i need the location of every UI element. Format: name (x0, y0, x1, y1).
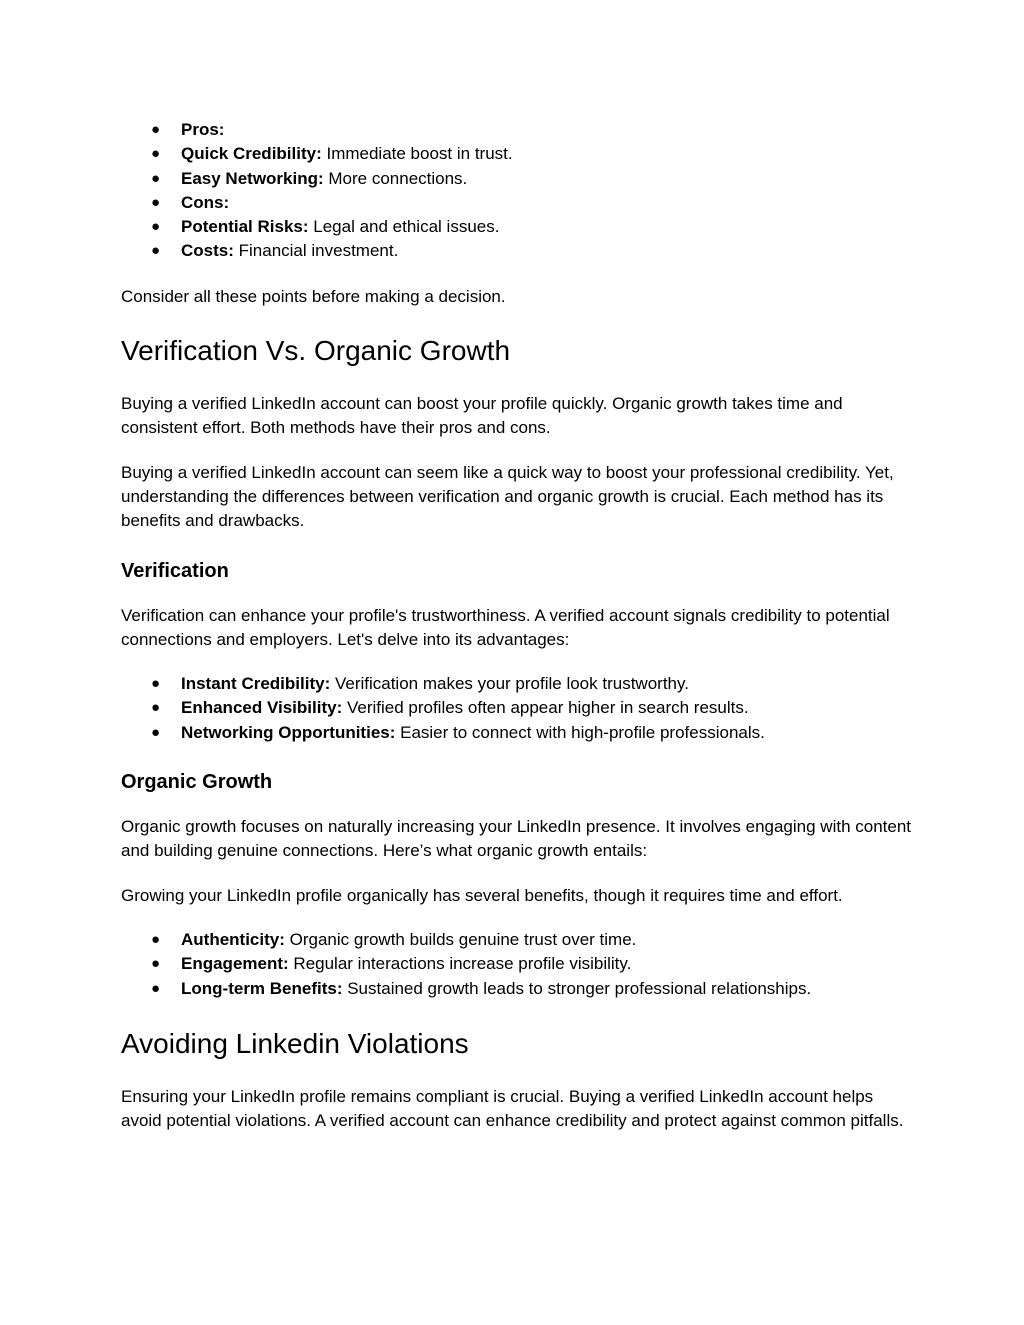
list-item-label: Cons: (181, 192, 230, 212)
list-item (121, 672, 914, 696)
verification-vs-paragraph-2: Buying a verified LinkedIn account can seem like a quick way to boost your professional credibility. Yet, understanding the differences between verification and organic growth is crucial. Each method has its benefits and drawbacks. (121, 462, 894, 531)
list-item (121, 167, 914, 191)
pros-cons-list (121, 118, 914, 264)
organic-benefits-list (121, 928, 914, 1001)
list-item-label: Long-term Benefits: (181, 978, 343, 998)
bullet-icon: ● (151, 169, 161, 187)
list-item (121, 239, 914, 263)
list-item (121, 142, 914, 166)
list-item (121, 952, 914, 976)
list-item-text: Immediate boost in trust. (321, 144, 513, 164)
list-item (121, 928, 914, 952)
bullet-icon: ● (151, 723, 161, 741)
avoiding-paragraph: Ensuring your LinkedIn profile remains compliant is crucial. Buying a verified LinkedIn account helps avoid potential violations. A verified account can enhance credibility and protect against common pitfalls. (121, 1086, 904, 1131)
bullet-icon: ● (151, 699, 161, 717)
list-item-label: Potential Risks: (181, 217, 309, 237)
list-item-label: Engagement: (181, 954, 289, 974)
list-item-text: Verification makes your profile look trustworthy. (330, 674, 689, 694)
list-item-text: Organic growth builds genuine trust over time. (284, 929, 637, 949)
list-item (121, 118, 914, 142)
heading-verification: Verification (121, 559, 229, 582)
list-item-text: Easier to connect with high-profile professionals. (395, 722, 765, 742)
list-item (121, 191, 914, 215)
heading-organic-growth: Organic Growth (121, 771, 273, 794)
heading-verification-vs-organic: Verification Vs. Organic Growth (121, 335, 511, 367)
verification-advantages-list (121, 672, 914, 745)
list-item (121, 721, 914, 745)
consider-paragraph: Consider all these points before making a decision. (121, 286, 506, 306)
list-item (121, 215, 914, 239)
organic-paragraph-1: Organic growth focuses on naturally increasing your LinkedIn presence. It involves engaging with content and building genuine connections. Here’s what organic growth entails: (121, 817, 912, 861)
list-item-label: Authenticity: (181, 929, 285, 949)
bullet-icon: ● (151, 121, 161, 138)
list-item-label: Easy Networking: (181, 168, 324, 188)
heading-avoiding-violations: Avoiding Linkedin Violations (121, 1027, 469, 1059)
list-item-label: Networking Opportunities: (181, 722, 396, 742)
list-item-label: Instant Credibility: (181, 674, 331, 694)
list-item-text: More connections. (323, 168, 468, 188)
list-item-label: Costs: (181, 241, 234, 261)
list-item-text: Verified profiles often appear higher in search results. (342, 698, 749, 718)
verification-vs-paragraph-1: Buying a verified LinkedIn account can boost your profile quickly. Organic growth takes time and consistent effort. Both methods have their pros and cons. (121, 394, 843, 438)
list-item-text: Legal and ethical issues. (308, 217, 500, 237)
list-item-text: Regular interactions increase profile visibility. (288, 954, 632, 974)
list-item-text: Sustained growth leads to stronger professional relationships. (342, 978, 812, 998)
bullet-icon: ● (151, 979, 161, 997)
bullet-icon: ● (151, 675, 161, 693)
bullet-icon: ● (151, 193, 161, 211)
list-item-label: Quick Credibility: (181, 144, 322, 164)
bullet-icon: ● (151, 955, 161, 973)
list-item-text: Financial investment. (233, 241, 399, 261)
list-item (121, 977, 914, 1001)
bullet-icon: ● (151, 145, 161, 163)
list-item-label: Enhanced Visibility: (181, 698, 343, 718)
bullet-icon: ● (151, 242, 161, 260)
bullet-icon: ● (151, 930, 161, 948)
list-item-label: Pros: (181, 120, 225, 139)
list-item (121, 696, 914, 720)
organic-paragraph-2: Growing your LinkedIn profile organically has several benefits, though it requires time and effort. (121, 885, 843, 905)
verification-paragraph: Verification can enhance your profile's trustworthiness. A verified account signals credibility to potential connections and employers. Let's delve into its advantages: (121, 605, 890, 649)
bullet-icon: ● (151, 218, 161, 236)
